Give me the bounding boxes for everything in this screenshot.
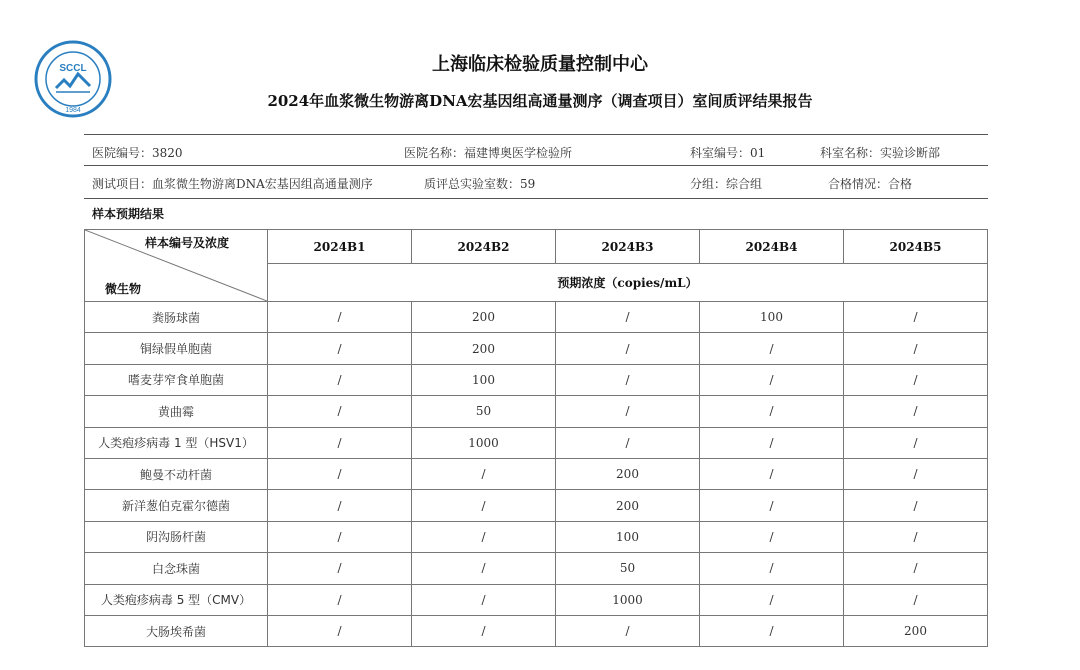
microbe-name: 阴沟肠杆菌 xyxy=(85,521,268,552)
concentration-cell: / xyxy=(268,615,412,646)
concentration-cell: / xyxy=(556,333,700,364)
table-row xyxy=(85,490,988,521)
divider xyxy=(84,134,988,135)
concentration-cell: 200 xyxy=(412,333,556,364)
table-row xyxy=(85,521,988,552)
microbe-name: 人类疱疹病毒 1 型（HSV1） xyxy=(85,427,268,458)
concentration-cell: / xyxy=(412,521,556,552)
concentration-cell: / xyxy=(844,364,988,395)
concentration-cell: / xyxy=(700,521,844,552)
dept-name: 科室名称：实验诊断部 xyxy=(820,146,941,160)
concentration-cell: / xyxy=(268,333,412,364)
results-table xyxy=(84,229,988,647)
microbe-name: 黄曲霉 xyxy=(85,396,268,427)
org-title: 上海临床检验质量控制中心 xyxy=(432,54,648,75)
concentration-cell: / xyxy=(268,396,412,427)
concentration-cell: / xyxy=(700,396,844,427)
concentration-cell: / xyxy=(556,302,700,333)
table-row xyxy=(85,615,988,646)
concentration-cell: / xyxy=(412,553,556,584)
concentration-cell: / xyxy=(556,615,700,646)
section-title: 样本预期结果 xyxy=(92,207,165,221)
table-row xyxy=(85,584,988,615)
concentration-cell: / xyxy=(268,302,412,333)
concentration-cell: / xyxy=(844,553,988,584)
microbe-name: 新洋葱伯克霍尔德菌 xyxy=(85,490,268,521)
concentration-cell: / xyxy=(700,427,844,458)
concentration-cell: / xyxy=(700,615,844,646)
concentration-cell: / xyxy=(556,364,700,395)
concentration-cell: 200 xyxy=(556,490,700,521)
concentration-cell: 1000 xyxy=(556,584,700,615)
table-row xyxy=(85,427,988,458)
concentration-cell: 200 xyxy=(844,615,988,646)
concentration-cell: / xyxy=(268,427,412,458)
microbe-name: 大肠埃希菌 xyxy=(85,615,268,646)
concentration-cell: 50 xyxy=(412,396,556,427)
group: 分组：综合组 xyxy=(690,177,763,191)
sample-header: 2024B5 xyxy=(844,230,988,264)
concentration-cell: / xyxy=(412,458,556,489)
concentration-cell: / xyxy=(844,333,988,364)
microbe-name: 铜绿假单胞菌 xyxy=(85,333,268,364)
corner-top-label: 样本编号及浓度 xyxy=(145,236,230,250)
table-row xyxy=(85,302,988,333)
concentration-cell: / xyxy=(844,490,988,521)
concentration-cell: / xyxy=(844,427,988,458)
concentration-cell: 200 xyxy=(556,458,700,489)
divider xyxy=(84,165,988,166)
table-row xyxy=(85,333,988,364)
concentration-cell: / xyxy=(700,584,844,615)
concentration-cell: 1000 xyxy=(412,427,556,458)
concentration-cell: / xyxy=(556,396,700,427)
concentration-cell: / xyxy=(412,584,556,615)
concentration-cell: / xyxy=(268,364,412,395)
concentration-cell: / xyxy=(268,458,412,489)
concentration-cell: / xyxy=(700,364,844,395)
hospital-name: 医院名称：福建博奥医学检验所 xyxy=(404,146,573,160)
concentration-cell: / xyxy=(700,490,844,521)
concentration-cell: / xyxy=(844,584,988,615)
concentration-cell: / xyxy=(268,553,412,584)
table-row xyxy=(85,396,988,427)
concentration-cell: / xyxy=(700,458,844,489)
microbe-name: 白念珠菌 xyxy=(85,553,268,584)
dept-no: 科室编号：01 xyxy=(690,146,766,160)
concentration-cell: / xyxy=(844,458,988,489)
corner-header xyxy=(85,230,268,302)
logo-year: 1984 xyxy=(65,107,81,114)
concentration-cell: / xyxy=(844,302,988,333)
test-item: 测试项目：血浆微生物游离DNA宏基因组高通量测序 xyxy=(92,177,373,191)
divider xyxy=(84,198,988,199)
concentration-cell: / xyxy=(700,553,844,584)
sample-header: 2024B3 xyxy=(556,230,700,264)
qualified-status: 合格情况：合格 xyxy=(828,177,913,191)
microbe-name: 人类疱疹病毒 5 型（CMV） xyxy=(85,584,268,615)
concentration-cell: 100 xyxy=(700,302,844,333)
table-row xyxy=(85,364,988,395)
concentration-cell: / xyxy=(844,521,988,552)
microbe-name: 鲍曼不动杆菌 xyxy=(85,458,268,489)
concentration-cell: / xyxy=(700,333,844,364)
concentration-cell: / xyxy=(268,584,412,615)
concentration-cell: 50 xyxy=(556,553,700,584)
concentration-cell: 100 xyxy=(556,521,700,552)
unit-header: 预期浓度（copies/mL） xyxy=(268,264,988,302)
concentration-cell: 100 xyxy=(412,364,556,395)
concentration-cell: / xyxy=(556,427,700,458)
sample-header: 2024B4 xyxy=(700,230,844,264)
sample-header: 2024B1 xyxy=(268,230,412,264)
microbe-name: 粪肠球菌 xyxy=(85,302,268,333)
concentration-cell: / xyxy=(268,490,412,521)
logo-text: SCCL xyxy=(59,63,87,74)
table-row xyxy=(85,553,988,584)
concentration-cell: 200 xyxy=(412,302,556,333)
hospital-no: 医院编号：3820 xyxy=(92,146,183,160)
corner-bottom-label: 微生物 xyxy=(105,282,142,296)
sample-header: 2024B2 xyxy=(412,230,556,264)
concentration-cell: / xyxy=(412,490,556,521)
microbe-name: 嗜麦芽窄食单胞菌 xyxy=(85,364,268,395)
concentration-cell: / xyxy=(412,615,556,646)
report-title: 2024年血浆微生物游离DNA宏基因组高通量测序（调查项目）室间质评结果报告 xyxy=(267,92,813,110)
lab-count: 质评总实验室数：59 xyxy=(424,177,536,191)
concentration-cell: / xyxy=(844,396,988,427)
table-row xyxy=(85,458,988,489)
concentration-cell: / xyxy=(268,521,412,552)
